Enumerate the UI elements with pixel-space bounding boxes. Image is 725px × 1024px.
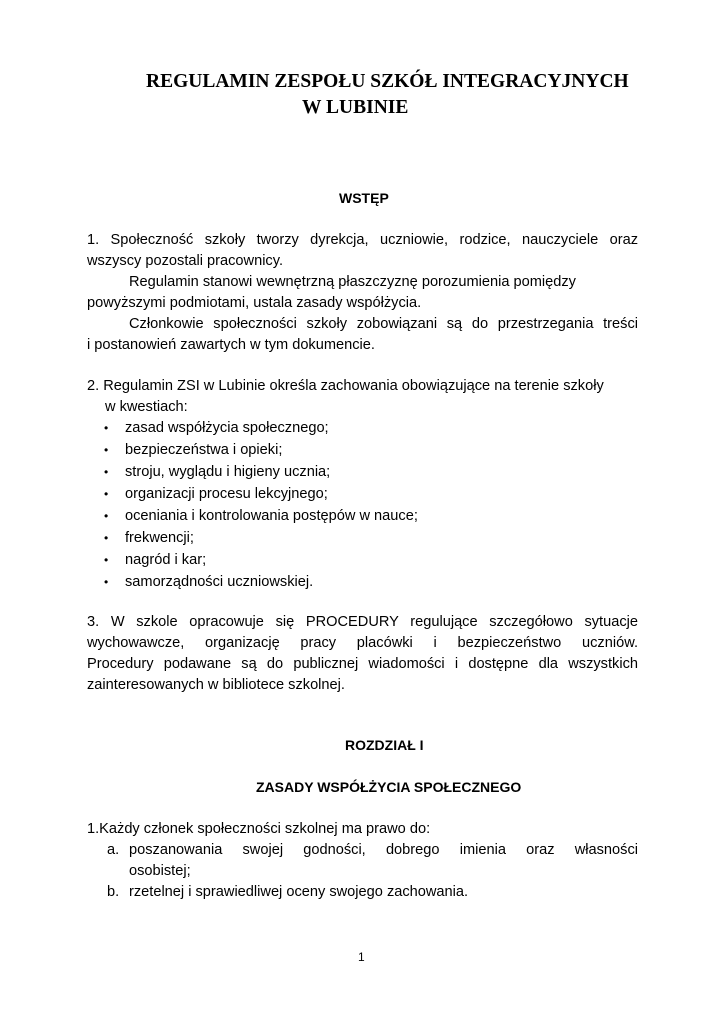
list-item: stroju, wyglądu i higieny ucznia; xyxy=(125,464,331,480)
list-item: frekwencji; xyxy=(125,530,194,546)
document-title-line-2: W LUBINIE xyxy=(302,97,409,118)
bullet-icon: • xyxy=(104,421,109,435)
page-number: 1 xyxy=(358,950,365,964)
list-item: nagród i kar; xyxy=(125,552,207,568)
bullet-icon: • xyxy=(104,443,109,457)
document-title-line-1: REGULAMIN ZESPOŁU SZKÓŁ INTEGRACYJNYCH xyxy=(146,71,629,92)
list-item: bezpieczeństwa i opieki; xyxy=(125,442,283,458)
bullet-icon: • xyxy=(104,465,109,479)
chapter-heading: ROZDZIAŁ I xyxy=(345,737,424,753)
list-item: poszanowania swojej godności, dobrego imienia oraz własności xyxy=(129,842,638,858)
paragraph-line: Procedury podawane są do publicznej wiadomości i dostępne dla wszystkich xyxy=(87,656,638,672)
list-item: oceniania i kontrolowania postępów w nauce; xyxy=(125,508,418,524)
bullet-icon: • xyxy=(104,553,109,567)
list-item: zasad współżycia społecznego; xyxy=(125,420,329,436)
paragraph-line: 2. Regulamin ZSI w Lubinie określa zachowania obowiązujące na terenie szkoły xyxy=(87,378,604,394)
paragraph-line: i postanowień zawartych w tym dokumencie. xyxy=(87,337,375,353)
paragraph-line: wszyscy pozostali pracownicy. xyxy=(87,253,283,269)
bullet-icon: • xyxy=(104,575,109,589)
list-item: rzetelnej i sprawiedliwej oceny swojego zachowania. xyxy=(129,884,469,900)
paragraph-line: 3. W szkole opracowuje się PROCEDURY regulujące szczegółowo sytuacje xyxy=(87,614,638,630)
paragraph-line: 1. Społeczność szkoły tworzy dyrekcja, uczniowie, rodzice, nauczyciele oraz xyxy=(87,232,638,248)
list-item: organizacji procesu lekcyjnego; xyxy=(125,486,328,502)
paragraph-line: zainteresowanych w bibliotece szkolnej. xyxy=(87,677,345,693)
list-item: samorządności uczniowskiej. xyxy=(125,574,314,590)
paragraph-line: wychowawcze, organizację pracy placówki i bezpieczeństwo uczniów. xyxy=(87,635,638,651)
list-marker: a. xyxy=(107,842,120,858)
chapter-subheading: ZASADY WSPÓŁŻYCIA SPOŁECZNEGO xyxy=(256,779,522,795)
intro-heading: WSTĘP xyxy=(339,190,389,206)
bullet-icon: • xyxy=(104,487,109,501)
paragraph-line: powyższymi podmiotami, ustala zasady współżycia. xyxy=(87,295,422,311)
list-marker: b. xyxy=(107,884,120,900)
paragraph-line: Członkowie społeczności szkoły zobowiązani są do przestrzegania treści xyxy=(129,316,638,332)
list-item-continuation: osobistej; xyxy=(129,863,191,879)
paragraph-line: Regulamin stanowi wewnętrzną płaszczyznę porozumienia pomiędzy xyxy=(129,274,576,290)
bullet-icon: • xyxy=(104,531,109,545)
chapter-intro-line: 1.Każdy członek społeczności szkolnej ma prawo do: xyxy=(87,821,431,837)
paragraph-line: w kwestiach: xyxy=(105,399,188,415)
bullet-icon: • xyxy=(104,509,109,523)
